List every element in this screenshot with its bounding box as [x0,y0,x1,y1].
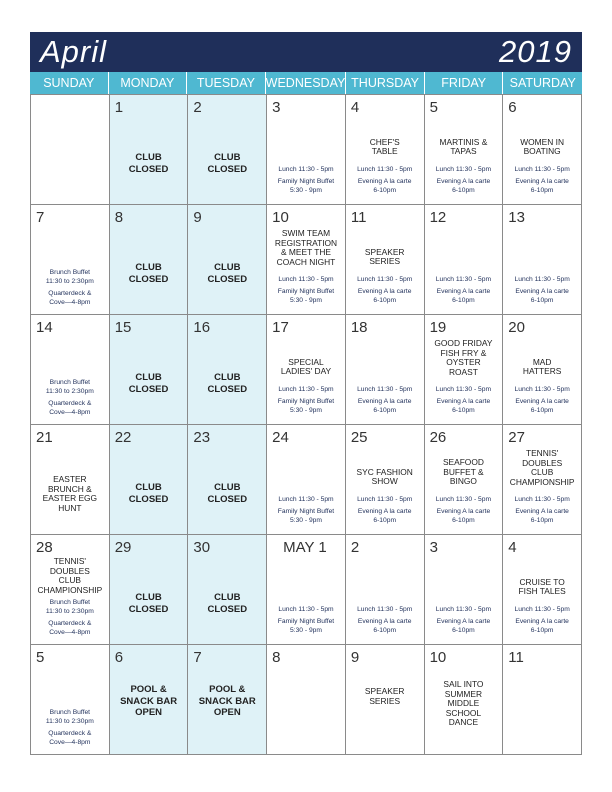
day-number: 3 [429,539,438,556]
event-title: TENNIS' DOUBLES CLUB CHAMPIONSHIP [37,556,103,595]
day-cell[interactable] [31,645,110,755]
brunch-hours: Brunch Buffet 11:30 to 2:30pm [45,708,94,725]
weekday-label: FRIDAY [425,72,504,94]
day-cell[interactable] [110,205,189,315]
day-number: 7 [193,649,202,666]
day-number: 18 [350,319,368,336]
evening-hours: Evening A la carte 6-10pm [515,508,569,525]
lunch-hours: Lunch 11:30 - 5pm [357,165,413,173]
evening-hours: Evening A la carte 6-10pm [515,618,569,635]
day-cell[interactable] [346,315,425,425]
lunch-hours: Lunch 11:30 - 5pm [278,275,334,283]
calendar [30,32,582,755]
evening-hours: Evening A la carte 6-10pm [515,178,569,195]
day-cell[interactable] [31,205,110,315]
day-cell[interactable] [267,95,346,205]
family-night-hours: Family Night Buffet 5:30 - 9pm [277,178,335,195]
club-closed-label: CLUB CLOSED [128,482,169,505]
day-cell[interactable] [188,95,267,205]
lunch-hours: Lunch 11:30 - 5pm [357,495,413,503]
club-closed-label: CLUB CLOSED [207,592,248,615]
club-closed-label: CLUB CLOSED [128,592,169,615]
day-number: 19 [429,319,447,336]
day-cell[interactable] [188,315,267,425]
evening-hours: Evening A la carte 6-10pm [436,288,491,305]
day-cell[interactable] [503,535,582,645]
day-cell[interactable] [188,645,267,755]
evening-hours: Evening A la carte 6-10pm [515,288,569,305]
event-title: GOOD FRIDAY FISH FRY & OYSTER ROAST [434,338,493,377]
day-number: 6 [508,99,517,116]
event-title: SPEAKER SERIES [364,686,405,706]
day-number: 4 [350,99,360,116]
day-number: 20 [508,319,525,336]
brunch-hours: Brunch Buffet 11:30 to 2:30pm [45,268,94,285]
day-cell[interactable] [31,535,110,645]
day-cell[interactable] [425,95,504,205]
weekday-label: SUNDAY [30,72,109,94]
weekday-header-row [30,72,582,94]
day-number: 23 [193,429,211,446]
lunch-hours: Lunch 11:30 - 5pm [357,385,413,393]
day-cell[interactable] [503,645,582,755]
evening-hours: Evening A la carte 6-10pm [436,178,491,195]
day-number: 7 [36,209,45,226]
event-title: CRUISE TO FISH TALES [518,576,566,597]
lunch-hours: Lunch 11:30 - 5pm [435,165,492,173]
quarterdeck-hours: Quarterdeck & Cove—4-8pm [48,620,92,637]
club-closed-label: CLUB CLOSED [207,152,248,175]
day-number: 8 [272,649,281,666]
day-number: MAY 1 [283,539,327,556]
day-cell[interactable] [503,315,582,425]
day-number: 30 [193,539,211,556]
day-cell[interactable] [110,95,189,205]
day-number: 27 [508,429,525,446]
evening-hours: Evening A la carte 6-10pm [357,398,412,415]
pool-open-label: POOL & SNACK BAR OPEN [198,684,256,718]
day-cell[interactable] [188,425,267,535]
weekday-label: MONDAY [109,72,188,94]
event-title: SPEAKER SERIES [364,246,405,267]
lunch-hours: Lunch 11:30 - 5pm [278,165,334,173]
day-number: 17 [272,319,289,336]
day-number: 2 [350,539,360,556]
day-number: 13 [508,209,525,226]
day-number: 25 [350,429,368,446]
event-title: SWIM TEAM REGISTRATION & MEET THE COACH NIGHT [274,228,338,267]
weekday-label: THURSDAY [346,72,425,94]
day-number: 2 [193,99,202,116]
day-number: 11 [350,209,367,226]
lunch-hours: Lunch 11:30 - 5pm [278,605,334,613]
month-title: April [40,34,108,69]
pool-open-label: POOL & SNACK BAR OPEN [120,684,178,718]
evening-hours: Evening A la carte 6-10pm [436,618,491,635]
day-number: 8 [114,209,124,226]
day-cell[interactable] [267,425,346,535]
day-cell[interactable] [267,645,346,755]
year-title: 2019 [499,34,572,69]
day-cell[interactable] [188,205,267,315]
month-banner [30,32,582,72]
day-cell[interactable] [31,425,110,535]
club-closed-label: CLUB CLOSED [128,262,169,285]
brunch-hours: Brunch Buffet 11:30 to 2:30pm [45,378,94,395]
lunch-hours: Lunch 11:30 - 5pm [278,385,334,393]
evening-hours: Evening A la carte 6-10pm [436,398,491,415]
lunch-hours: Lunch 11:30 - 5pm [514,605,570,613]
family-night-hours: Family Night Buffet 5:30 - 9pm [277,508,335,525]
day-number: 5 [36,649,45,666]
day-number: 9 [350,649,360,666]
day-cell[interactable] [503,205,582,315]
quarterdeck-hours: Quarterdeck & Cove—4-8pm [48,730,92,747]
event-title: WOMEN IN BOATING [520,136,564,157]
day-cell[interactable] [267,535,346,645]
event-title: TENNIS' DOUBLES CLUB CHAMPIONSHIP [509,448,575,487]
lunch-hours: Lunch 11:30 - 5pm [514,495,570,503]
event-title: SAIL INTO SUMMER MIDDLE SCHOOL DANCE [443,679,484,727]
day-number: 10 [429,649,447,666]
lunch-hours: Lunch 11:30 - 5pm [514,275,570,283]
day-number: 12 [429,209,447,226]
day-cell[interactable] [31,315,110,425]
family-night-hours: Family Night Buffet 5:30 - 9pm [277,288,335,305]
club-closed-label: CLUB CLOSED [128,372,169,395]
day-cell[interactable] [110,315,189,425]
club-closed-label: CLUB CLOSED [207,372,248,395]
day-number: 5 [429,99,438,116]
day-number: 29 [114,539,132,556]
event-title: CHEF'S TABLE [369,136,400,157]
evening-hours: Evening A la carte 6-10pm [357,178,412,195]
day-cell[interactable] [110,645,189,755]
day-cell[interactable] [110,425,189,535]
evening-hours: Evening A la carte 6-10pm [357,508,412,525]
lunch-hours: Lunch 11:30 - 5pm [357,275,413,283]
day-number: 26 [429,429,447,446]
quarterdeck-hours: Quarterdeck & Cove—4-8pm [48,400,92,417]
day-number: 16 [193,319,211,336]
event-title: SEAFOOD BUFFET & BINGO [442,457,484,487]
day-cell[interactable] [31,95,110,205]
club-closed-label: CLUB CLOSED [207,262,248,285]
day-number: 4 [508,539,517,556]
family-night-hours: Family Night Buffet 5:30 - 9pm [277,618,335,635]
day-cell[interactable] [346,535,425,645]
lunch-hours: Lunch 11:30 - 5pm [435,495,492,503]
day-cell[interactable] [503,425,582,535]
day-cell[interactable] [425,425,504,535]
day-cell[interactable] [267,315,346,425]
evening-hours: Evening A la carte 6-10pm [436,508,491,525]
day-number: 9 [193,209,202,226]
lunch-hours: Lunch 11:30 - 5pm [514,385,570,393]
event-title: MAD HATTERS [522,356,562,377]
day-number: 3 [272,99,281,116]
day-cell[interactable] [346,205,425,315]
day-number: 15 [114,319,132,336]
quarterdeck-hours: Quarterdeck & Cove—4-8pm [48,290,92,307]
evening-hours: Evening A la carte 6-10pm [357,288,412,305]
club-closed-label: CLUB CLOSED [128,152,169,175]
day-cell[interactable] [346,95,425,205]
club-closed-label: CLUB CLOSED [207,482,248,505]
day-cell[interactable] [425,205,504,315]
weekday-label: WEDNESDAY [266,72,347,94]
lunch-hours: Lunch 11:30 - 5pm [435,275,492,283]
family-night-hours: Family Night Buffet 5:30 - 9pm [277,398,335,415]
day-cell[interactable] [425,535,504,645]
day-cell[interactable] [346,645,425,755]
day-cell[interactable] [425,315,504,425]
lunch-hours: Lunch 11:30 - 5pm [357,605,413,613]
event-title: MARTINIS & TAPAS [439,136,488,157]
day-number: 22 [114,429,132,446]
lunch-hours: Lunch 11:30 - 5pm [435,385,492,393]
event-title: SYC FASHION SHOW [356,466,413,487]
day-number: 6 [114,649,124,666]
calendar-grid [30,94,582,755]
day-number: 11 [508,649,524,666]
weekday-label: TUESDAY [187,72,266,94]
brunch-hours: Brunch Buffet 11:30 to 2:30pm [45,598,94,615]
day-number: 1 [114,99,124,116]
day-cell[interactable] [425,645,504,755]
evening-hours: Evening A la carte 6-10pm [515,398,569,415]
day-number: 14 [36,319,53,336]
lunch-hours: Lunch 11:30 - 5pm [435,605,492,613]
day-cell[interactable] [346,425,425,535]
day-cell[interactable] [188,535,267,645]
day-cell[interactable] [110,535,189,645]
weekday-label: SATURDAY [509,76,576,90]
day-number: 21 [36,429,53,446]
lunch-hours: Lunch 11:30 - 5pm [278,495,334,503]
event-title: EASTER BRUNCH & EASTER EGG HUNT [42,474,98,513]
day-cell[interactable] [267,205,346,315]
event-title: SPECIAL LADIES' DAY [280,356,332,377]
evening-hours: Evening A la carte 6-10pm [357,618,412,635]
day-number: 24 [272,429,289,446]
day-cell[interactable] [503,95,582,205]
day-number: 28 [36,539,53,556]
day-number: 10 [272,209,289,226]
lunch-hours: Lunch 11:30 - 5pm [514,165,570,173]
